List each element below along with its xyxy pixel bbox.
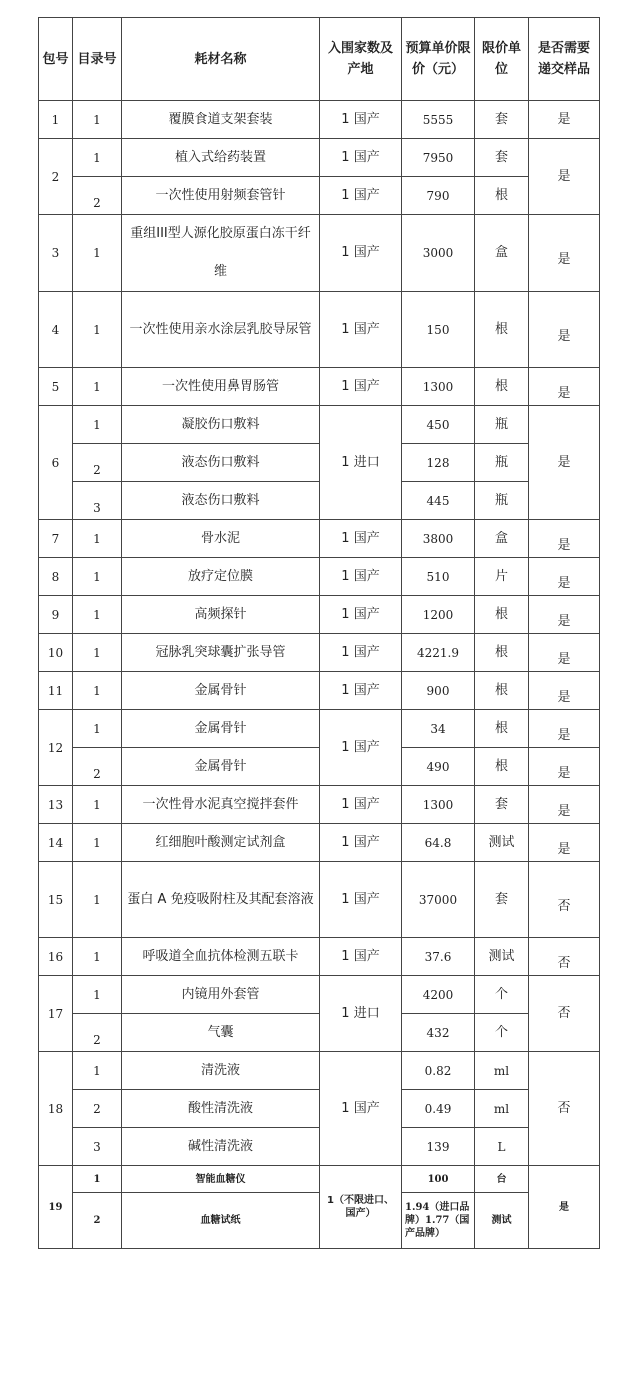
cell-sample: 是 bbox=[529, 596, 600, 634]
cell-sample: 是 bbox=[529, 1166, 600, 1249]
cell-origin: 1 国产 bbox=[320, 368, 402, 406]
cell-name: 酸性清洗液 bbox=[122, 1090, 320, 1128]
table-row bbox=[39, 938, 600, 976]
cell-name: 植入式给药装置 bbox=[122, 139, 320, 177]
cell-origin: 1 国产 bbox=[320, 292, 402, 368]
cell-pkg: 3 bbox=[39, 215, 73, 292]
cell-price: 1300 bbox=[402, 786, 475, 824]
header-cat: 目录号 bbox=[73, 18, 122, 101]
cell-sample: 是 bbox=[529, 558, 600, 596]
cell-price: 139 bbox=[402, 1128, 475, 1166]
cell-price: 790 bbox=[402, 177, 475, 215]
cell-cat: 1 bbox=[73, 292, 122, 368]
table-row bbox=[39, 862, 600, 938]
cell-cat: 1 bbox=[73, 710, 122, 748]
table-row bbox=[39, 520, 600, 558]
cell-price: 64.8 bbox=[402, 824, 475, 862]
cell-cat: 1 bbox=[73, 634, 122, 672]
cell-pkg: 19 bbox=[39, 1166, 73, 1249]
cell-origin: 1 国产 bbox=[320, 862, 402, 938]
cell-name: 液态伤口敷料 bbox=[122, 444, 320, 482]
cell-cat: 1 bbox=[73, 368, 122, 406]
cell-unit: 个 bbox=[475, 1014, 529, 1052]
cell-pkg: 18 bbox=[39, 1052, 73, 1166]
cell-unit: 测试 bbox=[475, 1193, 529, 1249]
cell-sample: 否 bbox=[529, 1052, 600, 1166]
table-row bbox=[39, 482, 600, 520]
header-sample: 是否需要递交样品 bbox=[529, 18, 600, 101]
cell-name: 高频探针 bbox=[122, 596, 320, 634]
cell-name: 呼吸道全血抗体检测五联卡 bbox=[122, 938, 320, 976]
table-row bbox=[39, 1166, 600, 1193]
cell-origin: 1 国产 bbox=[320, 215, 402, 292]
cell-name: 碱性清洗液 bbox=[122, 1128, 320, 1166]
table-row bbox=[39, 444, 600, 482]
cell-sample: 是 bbox=[529, 520, 600, 558]
cell-price: 3000 bbox=[402, 215, 475, 292]
cell-name: 蛋白 A 免疫吸附柱及其配套溶液 bbox=[122, 862, 320, 938]
cell-origin: 1 国产 bbox=[320, 938, 402, 976]
cell-price: 37000 bbox=[402, 862, 475, 938]
cell-name: 一次性使用射频套管针 bbox=[122, 177, 320, 215]
cell-origin: 1 进口 bbox=[320, 976, 402, 1052]
cell-cat: 1 bbox=[73, 1166, 122, 1193]
cell-sample: 是 bbox=[529, 824, 600, 862]
cell-cat: 1 bbox=[73, 558, 122, 596]
cell-unit: 个 bbox=[475, 976, 529, 1014]
table-row bbox=[39, 634, 600, 672]
cell-unit: ml bbox=[475, 1090, 529, 1128]
cell-price: 34 bbox=[402, 710, 475, 748]
cell-name: 气囊 bbox=[122, 1014, 320, 1052]
cell-cat: 1 bbox=[73, 520, 122, 558]
cell-pkg: 8 bbox=[39, 558, 73, 596]
table-row bbox=[39, 596, 600, 634]
header-price: 预算单价限价（元） bbox=[402, 18, 475, 101]
cell-price: 4221.9 bbox=[402, 634, 475, 672]
cell-price: 100 bbox=[402, 1166, 475, 1193]
cell-pkg: 2 bbox=[39, 139, 73, 215]
cell-name: 一次性骨水泥真空搅拌套件 bbox=[122, 786, 320, 824]
table-row bbox=[39, 368, 600, 406]
cell-name: 冠脉乳突球囊扩张导管 bbox=[122, 634, 320, 672]
cell-name: 清洗液 bbox=[122, 1052, 320, 1090]
table-row bbox=[39, 215, 600, 292]
cell-price: 4200 bbox=[402, 976, 475, 1014]
cell-name: 金属骨针 bbox=[122, 748, 320, 786]
cell-cat: 1 bbox=[73, 101, 122, 139]
cell-sample: 是 bbox=[529, 634, 600, 672]
table-row bbox=[39, 177, 600, 215]
table-row bbox=[39, 1128, 600, 1166]
cell-name: 重组III型人源化胶原蛋白冻干纤维 bbox=[122, 215, 320, 292]
cell-unit: 盒 bbox=[475, 215, 529, 292]
cell-cat: 2 bbox=[73, 1014, 122, 1052]
cell-cat: 1 bbox=[73, 938, 122, 976]
cell-origin: 1 国产 bbox=[320, 710, 402, 786]
cell-cat: 1 bbox=[73, 672, 122, 710]
cell-sample: 是 bbox=[529, 215, 600, 292]
cell-cat: 2 bbox=[73, 1193, 122, 1249]
table-row bbox=[39, 786, 600, 824]
cell-origin: 1 国产 bbox=[320, 634, 402, 672]
cell-unit: 根 bbox=[475, 368, 529, 406]
cell-unit: 台 bbox=[475, 1166, 529, 1193]
table-row bbox=[39, 1193, 600, 1249]
cell-origin: 1（不限进口、国产） bbox=[320, 1166, 402, 1249]
table-row bbox=[39, 1052, 600, 1090]
cell-sample: 是 bbox=[529, 672, 600, 710]
cell-name: 血糖试纸 bbox=[122, 1193, 320, 1249]
cell-cat: 2 bbox=[73, 177, 122, 215]
table-row bbox=[39, 976, 600, 1014]
table-row bbox=[39, 1090, 600, 1128]
cell-pkg: 1 bbox=[39, 101, 73, 139]
cell-price: 510 bbox=[402, 558, 475, 596]
cell-name: 放疗定位膜 bbox=[122, 558, 320, 596]
cell-pkg: 11 bbox=[39, 672, 73, 710]
table-row bbox=[39, 139, 600, 177]
cell-origin: 1 国产 bbox=[320, 558, 402, 596]
cell-cat: 1 bbox=[73, 862, 122, 938]
cell-price: 3800 bbox=[402, 520, 475, 558]
cell-name: 覆膜食道支架套装 bbox=[122, 101, 320, 139]
cell-cat: 1 bbox=[73, 139, 122, 177]
cell-unit: 盒 bbox=[475, 520, 529, 558]
cell-name: 红细胞叶酸测定试剂盒 bbox=[122, 824, 320, 862]
cell-origin: 1 国产 bbox=[320, 824, 402, 862]
cell-name: 骨水泥 bbox=[122, 520, 320, 558]
cell-origin: 1 国产 bbox=[320, 596, 402, 634]
header-unit: 限价单位 bbox=[475, 18, 529, 101]
cell-name: 金属骨针 bbox=[122, 672, 320, 710]
table-row bbox=[39, 824, 600, 862]
cell-pkg: 7 bbox=[39, 520, 73, 558]
cell-price: 900 bbox=[402, 672, 475, 710]
cell-unit: 根 bbox=[475, 672, 529, 710]
cell-name: 一次性使用鼻胃肠管 bbox=[122, 368, 320, 406]
cell-cat: 1 bbox=[73, 824, 122, 862]
header-origin: 入围家数及产地 bbox=[320, 18, 402, 101]
cell-unit: 套 bbox=[475, 862, 529, 938]
cell-cat: 2 bbox=[73, 1090, 122, 1128]
cell-unit: L bbox=[475, 1128, 529, 1166]
cell-unit: 测试 bbox=[475, 824, 529, 862]
cell-sample: 否 bbox=[529, 862, 600, 938]
cell-price: 1.94（进口品牌）1.77（国产品牌） bbox=[402, 1193, 475, 1249]
cell-cat: 2 bbox=[73, 748, 122, 786]
cell-origin: 1 进口 bbox=[320, 406, 402, 520]
cell-unit: 根 bbox=[475, 634, 529, 672]
cell-price: 445 bbox=[402, 482, 475, 520]
cell-sample: 是 bbox=[529, 710, 600, 748]
cell-unit: 根 bbox=[475, 177, 529, 215]
cell-sample: 否 bbox=[529, 938, 600, 976]
cell-sample: 是 bbox=[529, 748, 600, 786]
cell-price: 0.49 bbox=[402, 1090, 475, 1128]
cell-origin: 1 国产 bbox=[320, 139, 402, 177]
table-row bbox=[39, 406, 600, 444]
table-row bbox=[39, 558, 600, 596]
table-header-row bbox=[39, 18, 600, 101]
cell-price: 128 bbox=[402, 444, 475, 482]
table-row bbox=[39, 292, 600, 368]
cell-pkg: 13 bbox=[39, 786, 73, 824]
cell-pkg: 9 bbox=[39, 596, 73, 634]
cell-sample: 是 bbox=[529, 406, 600, 520]
cell-unit: 套 bbox=[475, 786, 529, 824]
table-row bbox=[39, 672, 600, 710]
cell-pkg: 5 bbox=[39, 368, 73, 406]
cell-name: 液态伤口敷料 bbox=[122, 482, 320, 520]
cell-unit: 根 bbox=[475, 748, 529, 786]
cell-sample: 否 bbox=[529, 976, 600, 1052]
cell-origin: 1 国产 bbox=[320, 786, 402, 824]
table-row bbox=[39, 101, 600, 139]
cell-cat: 1 bbox=[73, 215, 122, 292]
cell-cat: 3 bbox=[73, 1128, 122, 1166]
cell-origin: 1 国产 bbox=[320, 672, 402, 710]
cell-price: 1300 bbox=[402, 368, 475, 406]
cell-name: 智能血糖仪 bbox=[122, 1166, 320, 1193]
cell-pkg: 16 bbox=[39, 938, 73, 976]
header-pkg: 包号 bbox=[39, 18, 73, 101]
cell-price: 432 bbox=[402, 1014, 475, 1052]
cell-sample: 是 bbox=[529, 368, 600, 406]
cell-cat: 3 bbox=[73, 482, 122, 520]
cell-pkg: 15 bbox=[39, 862, 73, 938]
cell-pkg: 6 bbox=[39, 406, 73, 520]
table-row bbox=[39, 710, 600, 748]
cell-origin: 1 国产 bbox=[320, 101, 402, 139]
cell-sample: 是 bbox=[529, 101, 600, 139]
cell-name: 一次性使用亲水涂层乳胶导尿管 bbox=[122, 292, 320, 368]
cell-unit: 套 bbox=[475, 139, 529, 177]
cell-origin: 1 国产 bbox=[320, 520, 402, 558]
cell-origin: 1 国产 bbox=[320, 177, 402, 215]
cell-unit: 根 bbox=[475, 596, 529, 634]
cell-price: 37.6 bbox=[402, 938, 475, 976]
cell-sample: 是 bbox=[529, 292, 600, 368]
cell-sample: 是 bbox=[529, 139, 600, 215]
cell-unit: 测试 bbox=[475, 938, 529, 976]
cell-price: 450 bbox=[402, 406, 475, 444]
cell-price: 1200 bbox=[402, 596, 475, 634]
cell-pkg: 4 bbox=[39, 292, 73, 368]
cell-unit: 套 bbox=[475, 101, 529, 139]
consumables-table bbox=[38, 17, 600, 1249]
header-name: 耗材名称 bbox=[122, 18, 320, 101]
table-row bbox=[39, 1014, 600, 1052]
cell-name: 内镜用外套管 bbox=[122, 976, 320, 1014]
table-row bbox=[39, 748, 600, 786]
cell-unit: 瓶 bbox=[475, 444, 529, 482]
cell-price: 5555 bbox=[402, 101, 475, 139]
cell-pkg: 10 bbox=[39, 634, 73, 672]
cell-unit: 根 bbox=[475, 710, 529, 748]
cell-cat: 1 bbox=[73, 406, 122, 444]
cell-cat: 1 bbox=[73, 1052, 122, 1090]
cell-price: 490 bbox=[402, 748, 475, 786]
cell-cat: 1 bbox=[73, 976, 122, 1014]
cell-cat: 2 bbox=[73, 444, 122, 482]
cell-name: 金属骨针 bbox=[122, 710, 320, 748]
cell-price: 7950 bbox=[402, 139, 475, 177]
cell-origin: 1 国产 bbox=[320, 1052, 402, 1166]
cell-cat: 1 bbox=[73, 596, 122, 634]
cell-pkg: 14 bbox=[39, 824, 73, 862]
cell-name: 凝胶伤口敷料 bbox=[122, 406, 320, 444]
cell-unit: 瓶 bbox=[475, 482, 529, 520]
cell-pkg: 17 bbox=[39, 976, 73, 1052]
cell-unit: 根 bbox=[475, 292, 529, 368]
cell-pkg: 12 bbox=[39, 710, 73, 786]
cell-unit: 瓶 bbox=[475, 406, 529, 444]
cell-price: 150 bbox=[402, 292, 475, 368]
cell-cat: 1 bbox=[73, 786, 122, 824]
cell-sample: 是 bbox=[529, 786, 600, 824]
cell-price: 0.82 bbox=[402, 1052, 475, 1090]
cell-unit: 片 bbox=[475, 558, 529, 596]
cell-unit: ml bbox=[475, 1052, 529, 1090]
